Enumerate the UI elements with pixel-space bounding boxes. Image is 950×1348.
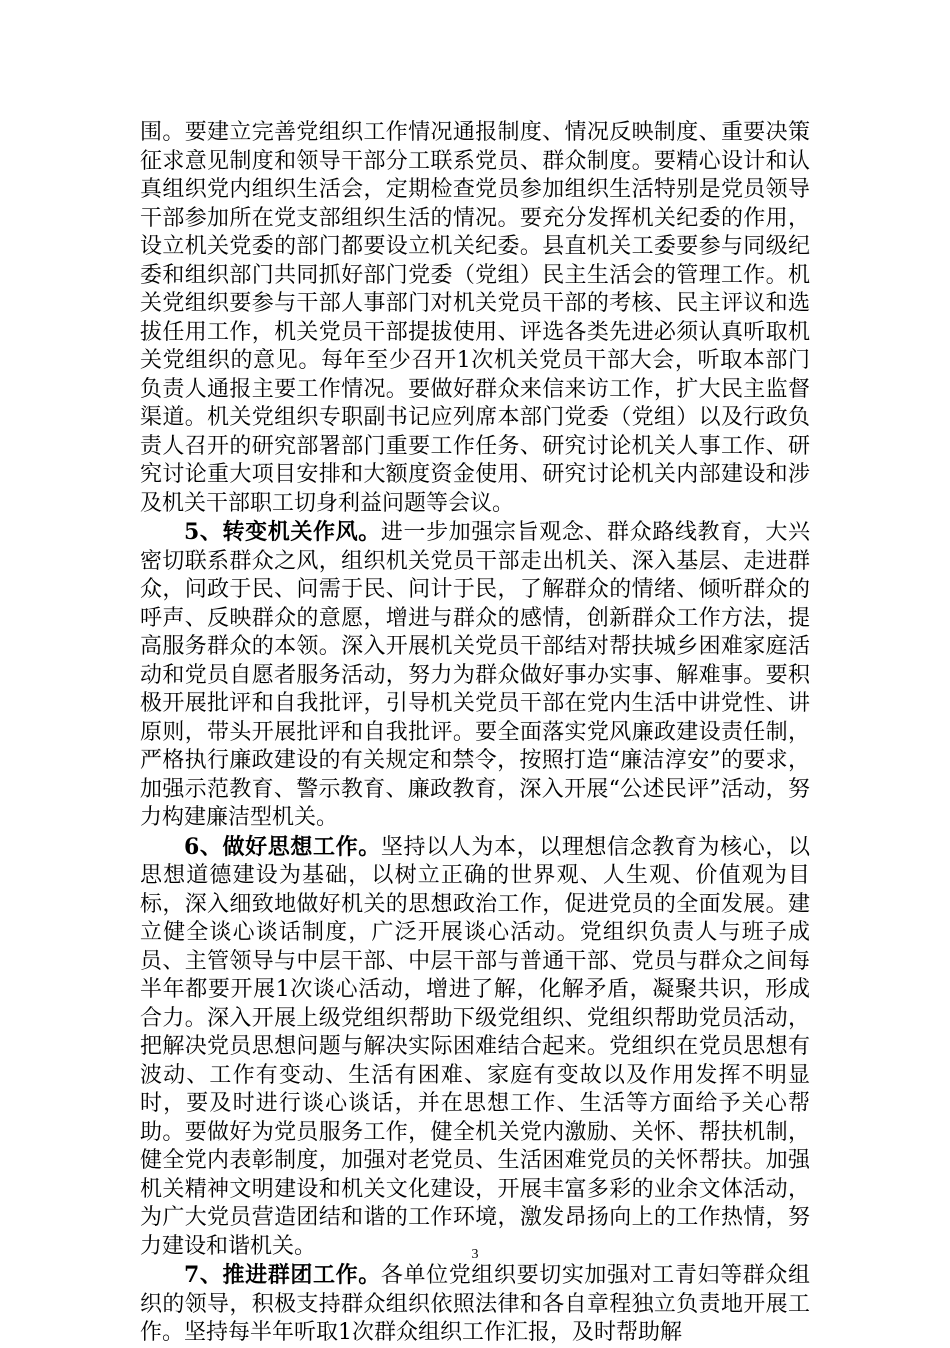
document-body: [140, 119, 810, 1348]
section-7-body: 各单位党组织要切实加强对工青妇等群众组织的领导，积极支持群众组织依照法律和各自章程独立负责地开展工作。坚持每半年听取1次群众组织工作汇报，及时帮助解: [140, 1263, 810, 1345]
section-5-body: 进一步加强宗旨观念、群众路线教育，大兴密切联系群众之风，组织机关党员干部走出机关、深入基层、走进群众，问政于民、问需于民、问计于民，了解群众的情绪、倾听群众的呼声、反映群众的意愿，增进与群众的感情，创新群众工作方法，提高服务群众的本领。深入开展机关党员干部结对帮扶城乡困难家庭活动和党员自愿者服务活动，努力为群众做好事办实事、解难事。要积极开展批评和自我批评，引导机关党员干部在党内生活中讲党性、讲原则，带头开展批评和自我批评。要全面落实党风廉政建设责任制，严格执行廉政建设的有关规定和禁令，按照打造“廉洁淳安”的要求，加强示范教育、警示教育、廉政教育，深入开展“公述民评”活动，努力构建廉洁型机关。: [140, 520, 810, 830]
section-7-heading: 7、推进群团工作。: [184, 1262, 381, 1288]
section-7-paragraph: [140, 1261, 810, 1348]
section-5-heading: 5、转变机关作风。: [184, 519, 381, 545]
section-5-paragraph: [140, 518, 810, 833]
section-6-paragraph: [140, 833, 810, 1262]
section-6-body: 坚持以人为本，以理想信念教育为核心，以思想道德建设为基础，以树立正确的世界观、人生观、价值观为目标，深入细致地做好机关的思想政治工作，促进党员的全面发展。建立健全谈心谈话制度，广泛开展谈心活动。党组织负责人与班子成员、主管领导与中层干部、中层干部与普通干部、党员与群众之间每半年都要开展1次谈心活动，增进了解，化解矛盾，凝聚共识，形成合力。深入开展上级党组织帮助下级党组织、党组织帮助党员活动，把解决党员思想问题与解决实际困难结合起来。党组织在党员思想有波动、工作有变动、生活有困难、家庭有变故以及作用发挥不明显时，要及时进行谈心谈话，并在思想工作、生活等方面给予关心帮助。要做好为党员服务工作，健全机关党内激励、关怀、帮扶机制，健全党内表彰制度，加强对老党员、生活困难党员的关怀帮扶。加强机关精神文明建设和机关文化建设，开展丰富多彩的业余文体活动，为广大党员营造团结和谐的工作环境，激发昂扬向上的工作热情，努力建设和谐机关。: [140, 834, 810, 1259]
page-number: 3: [471, 1247, 479, 1262]
section-6-heading: 6、做好思想工作。: [184, 833, 381, 860]
continuation-paragraph: 围。要建立完善党组织工作情况通报制度、情况反映制度、重要决策征求意见制度和领导干部分工联系党员、群众制度。要精心设计和认真组织党内组织生活会，定期检查党员参加组织生活特别是党员领导干部参加所在党支部组织生活的情况。要充分发挥机关纪委的作用，设立机关党委的部门都要设立机关纪委。县直机关工委要参与同级纪委和组织部门共同抓好部门党委（党组）民主生活会的管理工作。机关党组织要参与干部人事部门对机关党员干部的考核、民主评议和选拔任用工作，机关党员干部提拔使用、评选各类先进必须认真听取机关党组织的意见。每年至少召开1次机关党员干部大会，听取本部门负责人通报主要工作情况。要做好群众来信来访工作，扩大民主监督渠道。机关党组织专职副书记应列席本部门党委（党组）以及行政负责人召开的研究部署部门重要工作任务、研究讨论机关人事工作、研究讨论重大项目安排和大额度资金使用、研究讨论机关内部建设和涉及机关干部职工切身利益问题等会议。: [140, 120, 810, 516]
